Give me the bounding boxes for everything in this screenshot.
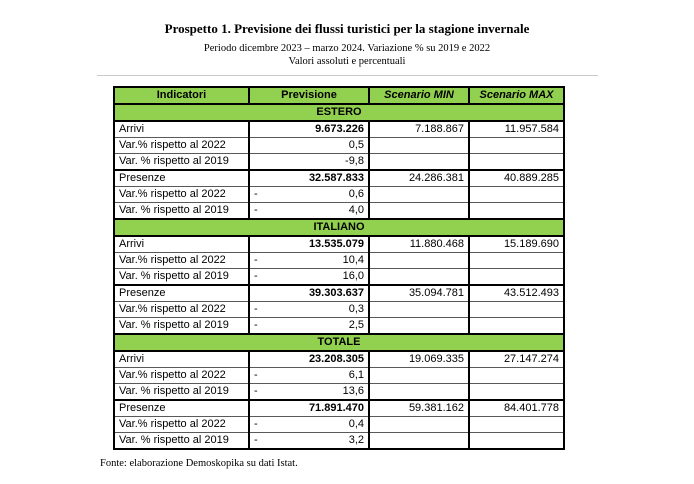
scenario-min-value <box>369 417 469 433</box>
negative-dash: - <box>254 204 258 216</box>
negative-dash: - <box>254 303 258 315</box>
row-label: Presenze <box>114 285 249 302</box>
scenario-min-value: 24.286.381 <box>369 170 469 187</box>
previsione-number: 39.303.637 <box>308 287 364 299</box>
scenario-min-value <box>369 138 469 154</box>
previsione-number: 23.208.305 <box>308 353 364 365</box>
previsione-value <box>249 384 369 401</box>
scenario-min-value <box>369 154 469 171</box>
negative-dash: - <box>254 254 258 266</box>
previsione-value <box>249 285 369 302</box>
section-header-label: ITALIANO <box>114 219 564 236</box>
row-label: Var. % rispetto al 2019 <box>114 269 249 286</box>
scenario-min-value <box>369 253 469 269</box>
title-block <box>0 21 694 68</box>
scenario-max-value <box>469 269 564 286</box>
previsione-value <box>249 170 369 187</box>
table-row <box>114 121 564 138</box>
scenario-min-value: 59.381.162 <box>369 400 469 417</box>
subtitle-values: Valori assoluti e percentuali <box>288 56 406 67</box>
row-label: Var. % rispetto al 2019 <box>114 433 249 450</box>
previsione-number: 13,6 <box>342 385 364 397</box>
col-header-scenario-max: Scenario MAX <box>469 87 564 104</box>
negative-dash: - <box>254 385 258 397</box>
scenario-min-value <box>369 187 469 203</box>
scenario-max-value: 84.401.778 <box>469 400 564 417</box>
scenario-min-value: 11.880.468 <box>369 236 469 253</box>
scenario-min-value <box>369 433 469 450</box>
scenario-min-value <box>369 203 469 220</box>
previsione-number: 32.587.833 <box>308 172 364 184</box>
previsione-value <box>249 368 369 384</box>
previsione-value <box>249 302 369 318</box>
section-header-label: TOTALE <box>114 334 564 351</box>
previsione-number: 4,0 <box>348 204 364 216</box>
row-label: Var. % rispetto al 2019 <box>114 318 249 335</box>
scenario-min-value <box>369 318 469 335</box>
previsione-number: 0,3 <box>348 303 364 315</box>
scenario-max-value <box>469 138 564 154</box>
negative-dash: - <box>254 319 258 331</box>
previsione-value <box>249 253 369 269</box>
table-row <box>114 187 564 203</box>
scenario-max-value: 11.957.584 <box>469 121 564 138</box>
previsione-number: 0,5 <box>348 139 364 151</box>
row-label: Var.% rispetto al 2022 <box>114 417 249 433</box>
scenario-max-value: 15.189.690 <box>469 236 564 253</box>
table-title: Prospetto 1. Previsione dei flussi turistici per la stagione invernale <box>164 21 530 36</box>
section-header-estero <box>114 104 564 121</box>
scenario-min-value: 35.094.781 <box>369 285 469 302</box>
row-label: Var.% rispetto al 2022 <box>114 368 249 384</box>
scenario-max-value <box>469 318 564 335</box>
previsione-value <box>249 187 369 203</box>
scenario-max-value: 40.889.285 <box>469 170 564 187</box>
forecast-table <box>113 86 565 450</box>
row-label: Arrivi <box>114 351 249 368</box>
row-label: Var. % rispetto al 2019 <box>114 203 249 220</box>
row-label: Var.% rispetto al 2022 <box>114 253 249 269</box>
scenario-min-value <box>369 269 469 286</box>
scenario-min-value <box>369 302 469 318</box>
scenario-max-value <box>469 302 564 318</box>
table-row <box>114 253 564 269</box>
negative-dash: - <box>254 270 258 282</box>
table-row <box>114 236 564 253</box>
content-divider <box>97 75 598 76</box>
previsione-value <box>249 417 369 433</box>
previsione-number: 3,2 <box>348 434 364 446</box>
row-label: Var.% rispetto al 2022 <box>114 138 249 154</box>
table-row <box>114 433 564 450</box>
previsione-number: 6,1 <box>348 369 364 381</box>
previsione-value <box>249 400 369 417</box>
table-row <box>114 154 564 171</box>
previsione-number: 16,0 <box>342 270 364 282</box>
scenario-max-value: 43.512.493 <box>469 285 564 302</box>
col-header-indicatori: Indicatori <box>114 87 249 104</box>
table-row <box>114 138 564 154</box>
scenario-max-value <box>469 417 564 433</box>
scenario-min-value: 7.188.867 <box>369 121 469 138</box>
scenario-max-value <box>469 203 564 220</box>
subtitle-period: Periodo dicembre 2023 – marzo 2024. Variazione % su 2019 e 2022 <box>203 43 491 54</box>
scenario-max-value <box>469 368 564 384</box>
previsione-number: -9,8 <box>345 155 364 167</box>
row-label: Var. % rispetto al 2019 <box>114 154 249 171</box>
row-label: Var.% rispetto al 2022 <box>114 302 249 318</box>
section-header-totale <box>114 334 564 351</box>
table-row <box>114 302 564 318</box>
previsione-number: 9.673.226 <box>315 123 364 135</box>
previsione-value <box>249 203 369 220</box>
column-header-row <box>114 87 564 104</box>
previsione-value <box>249 318 369 335</box>
negative-dash: - <box>254 418 258 430</box>
scenario-min-value <box>369 384 469 401</box>
row-label: Var. % rispetto al 2019 <box>114 384 249 401</box>
scenario-max-value <box>469 384 564 401</box>
col-header-scenario-min: Scenario MIN <box>369 87 469 104</box>
negative-dash: - <box>254 188 258 200</box>
scenario-max-value <box>469 187 564 203</box>
negative-dash: - <box>254 369 258 381</box>
previsione-number: 0,6 <box>348 188 364 200</box>
negative-dash: - <box>254 434 258 446</box>
col-header-previsione: Previsione <box>249 87 369 104</box>
table-row <box>114 318 564 335</box>
previsione-number: 13.535.079 <box>308 238 364 250</box>
scenario-min-value: 19.069.335 <box>369 351 469 368</box>
table-row <box>114 170 564 187</box>
scenario-max-value <box>469 154 564 171</box>
row-label: Presenze <box>114 400 249 417</box>
table-row <box>114 203 564 220</box>
row-label: Arrivi <box>114 236 249 253</box>
previsione-value <box>249 154 369 171</box>
previsione-number: 0,4 <box>348 418 364 430</box>
previsione-value <box>249 351 369 368</box>
previsione-value <box>249 236 369 253</box>
previsione-value <box>249 138 369 154</box>
scenario-min-value <box>369 368 469 384</box>
table-row <box>114 368 564 384</box>
table-row <box>114 285 564 302</box>
table-row <box>114 384 564 401</box>
section-header-label: ESTERO <box>114 104 564 121</box>
row-label: Var.% rispetto al 2022 <box>114 187 249 203</box>
scenario-max-value <box>469 253 564 269</box>
section-header-italiano <box>114 219 564 236</box>
previsione-number: 2,5 <box>348 319 364 331</box>
previsione-number: 10,4 <box>342 254 364 266</box>
table-row <box>114 351 564 368</box>
scenario-max-value <box>469 433 564 450</box>
row-label: Arrivi <box>114 121 249 138</box>
table-row <box>114 400 564 417</box>
previsione-value <box>249 121 369 138</box>
table-row <box>114 417 564 433</box>
source-note: Fonte: elaborazione Demoskopika su dati Istat. <box>100 458 298 469</box>
row-label: Presenze <box>114 170 249 187</box>
scenario-max-value: 27.147.274 <box>469 351 564 368</box>
previsione-value <box>249 269 369 286</box>
table-row <box>114 269 564 286</box>
previsione-value <box>249 433 369 450</box>
previsione-number: 71.891.470 <box>308 402 364 414</box>
